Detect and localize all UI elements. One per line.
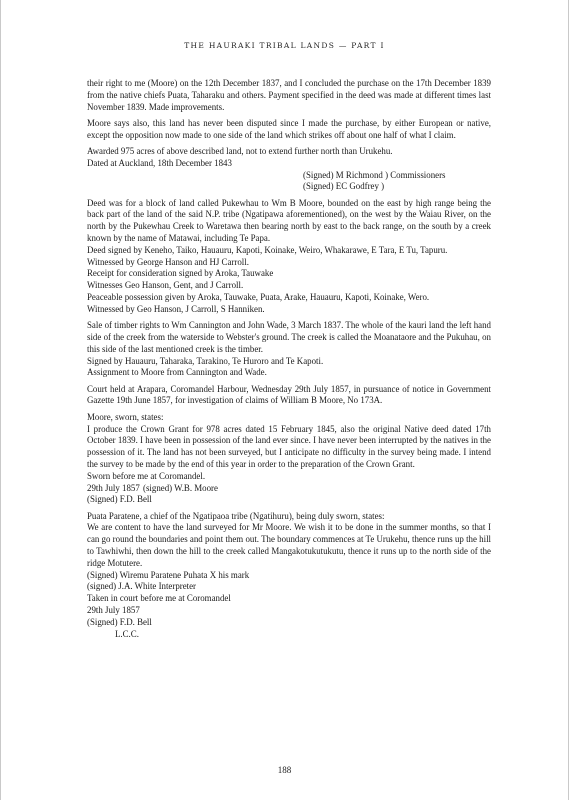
award-date: Dated at Auckland, 18th December 1843 (87, 157, 232, 168)
signature-richmond: (Signed) M Richmond ) Commissioners (303, 169, 446, 180)
moore-signature: (signed) W.B. Moore (143, 482, 218, 493)
taken-in-court-line: Taken in court before me at Coromandel (87, 593, 231, 604)
paragraph-deed: Deed was for a block of land called Pukewhau to Wm B Moore, bounded on the east by high range being the back part of the land of the said N.P. tribe (Ngatipawa aforementioned), on the west by the Waiau River, on the north by the Pukewhau Creek to Waretawa then bearing north by east to the back range, on the south by a creek known by the name of Matawai, including Te Papa. (87, 197, 491, 244)
assignment-line: Assignment to Moore from Cannington and Wade. (87, 367, 267, 378)
bell-signature-2: (Signed) F.D. Bell (87, 616, 152, 627)
wiremu-signature: (Signed) Wiremu Paratene Puhata X his mark (87, 569, 250, 580)
signature-date-1: 29th July 1857 (87, 482, 140, 493)
witnessed-line-2: Witnessed by Geo Hanson, J Carroll, S Hanniken. (87, 303, 265, 314)
witnesses-line: Witnesses Geo Hanson, Gent, and J Carroll. (87, 280, 244, 291)
moore-signature-line (87, 483, 491, 495)
moore-sworn-line: Moore, sworn, states: (87, 411, 164, 422)
paragraph-moore-statement: I produce the Crown Grant for 978 acres dated 15 February 1845, also the original Native deed dated 17th October 1839. I have been in possession of the land ever since. I have never been interrupted by the natives in the possession of it. The land has not been surveyed, but I anticipate no difficulty in the survey being made. I intend the survey to be made by the end of this year in order to the preparation of the Crown Grant. (87, 423, 491, 469)
commissioners-signatures (303, 170, 491, 194)
award-line: Awarded 975 acres of above described land, not to extend further north than Urukehu. (87, 145, 393, 156)
running-header: THE HAURAKI TRIBAL LANDS — PART I (184, 41, 385, 50)
paragraph-timber: Sale of timber rights to Wm Cannington and John Wade, 3 March 1837. The whole of the kauri land the left hand side of the creek from the waterside to Webster's ground. The creek is called the Moanataore and the Pukuhau, on this side of the last mentioned creek is the timber. (87, 320, 491, 354)
sworn-before-line: Sworn before me at Coromandel. (87, 470, 206, 481)
interpreter-signature: (signed) J.A. White Interpreter (87, 581, 197, 592)
paragraph-moore-says: Moore says also, this land has never been disputed since I made the purchase, by either European or native, except the opposition now made to one side of the land which strikes off about one half of what I claim. (87, 117, 491, 140)
witnessed-line-1: Witnessed by George Hanson and HJ Carroll. (87, 256, 249, 267)
document-body (87, 78, 491, 640)
deed-signed-line: Deed signed by Keneho, Taiko, Hauauru, Kapoti, Koinake, Weiro, Whakarawe, E Tara, E Tu, Tapuru. (87, 244, 448, 255)
timber-signed-line: Signed by Hauauru, Taharaka, Tarakino, Te Huroro and Te Kapoti. (87, 355, 324, 366)
paragraph-purchase: their right to me (Moore) on the 12th December 1837, and I concluded the purchase on the 17th December 1839 from the native chiefs Puata, Taharaku and others. Payment specified in the deed was made at different times last November 1839. Made improvements. (87, 78, 491, 112)
paragraph-court: Court held at Arapara, Coromandel Harbour, Wednesday 29th July 1857, in pursuance of notice in Government Gazette 19th June 1857, for investigation of claims of William B Moore, No 173A. (87, 383, 491, 406)
paragraph-puata-statement: We are content to have the land surveyed for Mr Moore. We wish it to be done in the summer months, so that I can go round the boundaries and point them out. The boundary commences at Te Urukehu, thence runs up the hill to Tawhiwhi, then down the hill to the creek called Mangakotukutukutu, thence it runs up to the north side of the ridge Motutere. (87, 522, 491, 568)
possession-line: Peaceable possession given by Aroka, Tauwake, Puata, Arake, Hauauru, Kapoti, Koinake, Wero. (87, 292, 430, 303)
bell-signature-1: (Signed) F.D. Bell (87, 494, 152, 505)
signature-godfrey: (Signed) EC Godfrey ) (303, 181, 385, 192)
puata-intro-line: Puata Paratene, a chief of the Ngatipaoa tribe (Ngatihuru), being duly sworn, states: (87, 510, 385, 521)
lcc-line: L.C.C. (115, 628, 139, 639)
receipt-line: Receipt for consideration signed by Aroka, Tauwake (87, 268, 274, 279)
page-number: 188 (277, 765, 292, 775)
signature-date-2: 29th July 1857 (87, 604, 140, 615)
